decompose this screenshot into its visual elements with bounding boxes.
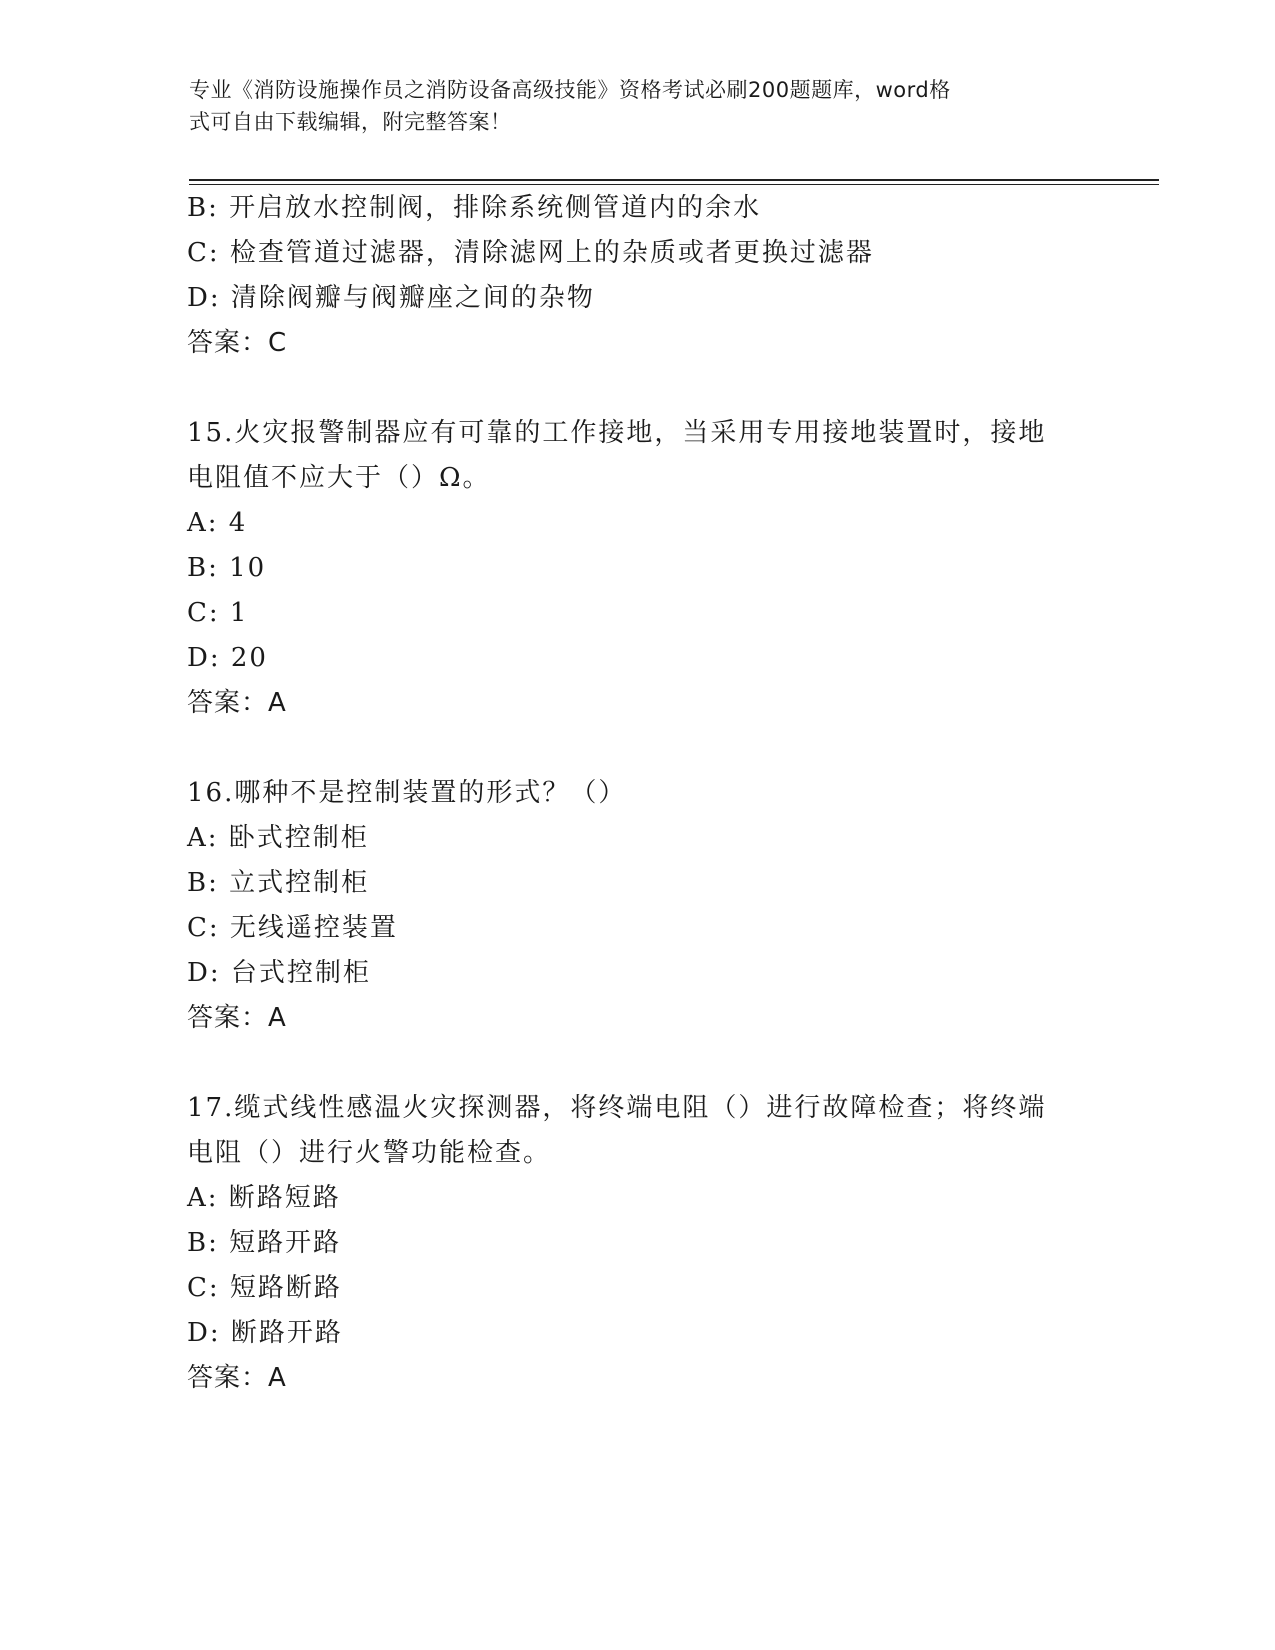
q15-option-d: D: 20: [187, 643, 268, 673]
q15-option-c: C: 1: [187, 598, 249, 628]
header-divider-thick: [189, 179, 1159, 181]
q14-option-b: B: 开启放水控制阀，排除系统侧管道内的余水: [187, 193, 762, 223]
q16-option-c: C: 无线遥控装置: [187, 913, 398, 943]
q16-option-b: B: 立式控制柜: [187, 868, 370, 898]
q14-option-d: D: 清除阀瓣与阀瓣座之间的杂物: [187, 283, 595, 313]
q17-option-a: A: 断路短路: [187, 1183, 341, 1213]
q15-option-a: A: 4: [187, 508, 248, 538]
q16-option-d: D: 台式控制柜: [187, 958, 371, 988]
header-divider-thin: [189, 184, 1159, 185]
q16-option-a: A: 卧式控制柜: [187, 823, 369, 853]
q17-answer: 答案：A: [187, 1363, 287, 1393]
q14-answer: 答案：C: [187, 328, 288, 358]
q15-stem-line-1: 15.火灾报警制器应有可靠的工作接地，当采用专用接地装置时，接地: [187, 418, 1047, 448]
q17-option-b: B: 短路开路: [187, 1228, 342, 1258]
header-line-1: 专业《消防设施操作员之消防设备高级技能》资格考试必刷200题题库，word格: [189, 78, 951, 102]
q17-stem-line-2: 电阻（）进行火警功能检查。: [187, 1138, 552, 1168]
q15-stem-line-2: 电阻值不应大于（）Ω。: [187, 463, 491, 493]
document-header: [189, 74, 1089, 138]
q16-stem-line-1: 16.哪种不是控制装置的形式？（）: [187, 778, 627, 808]
q17-stem-line-1: 17.缆式线性感温火灾探测器，将终端电阻（）进行故障检查；将终端: [187, 1093, 1047, 1123]
q15-option-b: B: 10: [187, 553, 267, 583]
q15-answer: 答案：A: [187, 688, 287, 718]
q16-answer: 答案：A: [187, 1003, 287, 1033]
q14-option-c: C: 检查管道过滤器，清除滤网上的杂质或者更换过滤器: [187, 238, 874, 268]
q17-option-c: C: 短路断路: [187, 1273, 342, 1303]
header-line-2: 式可自由下载编辑，附完整答案！: [189, 110, 512, 134]
q17-option-d: D: 断路开路: [187, 1318, 343, 1348]
